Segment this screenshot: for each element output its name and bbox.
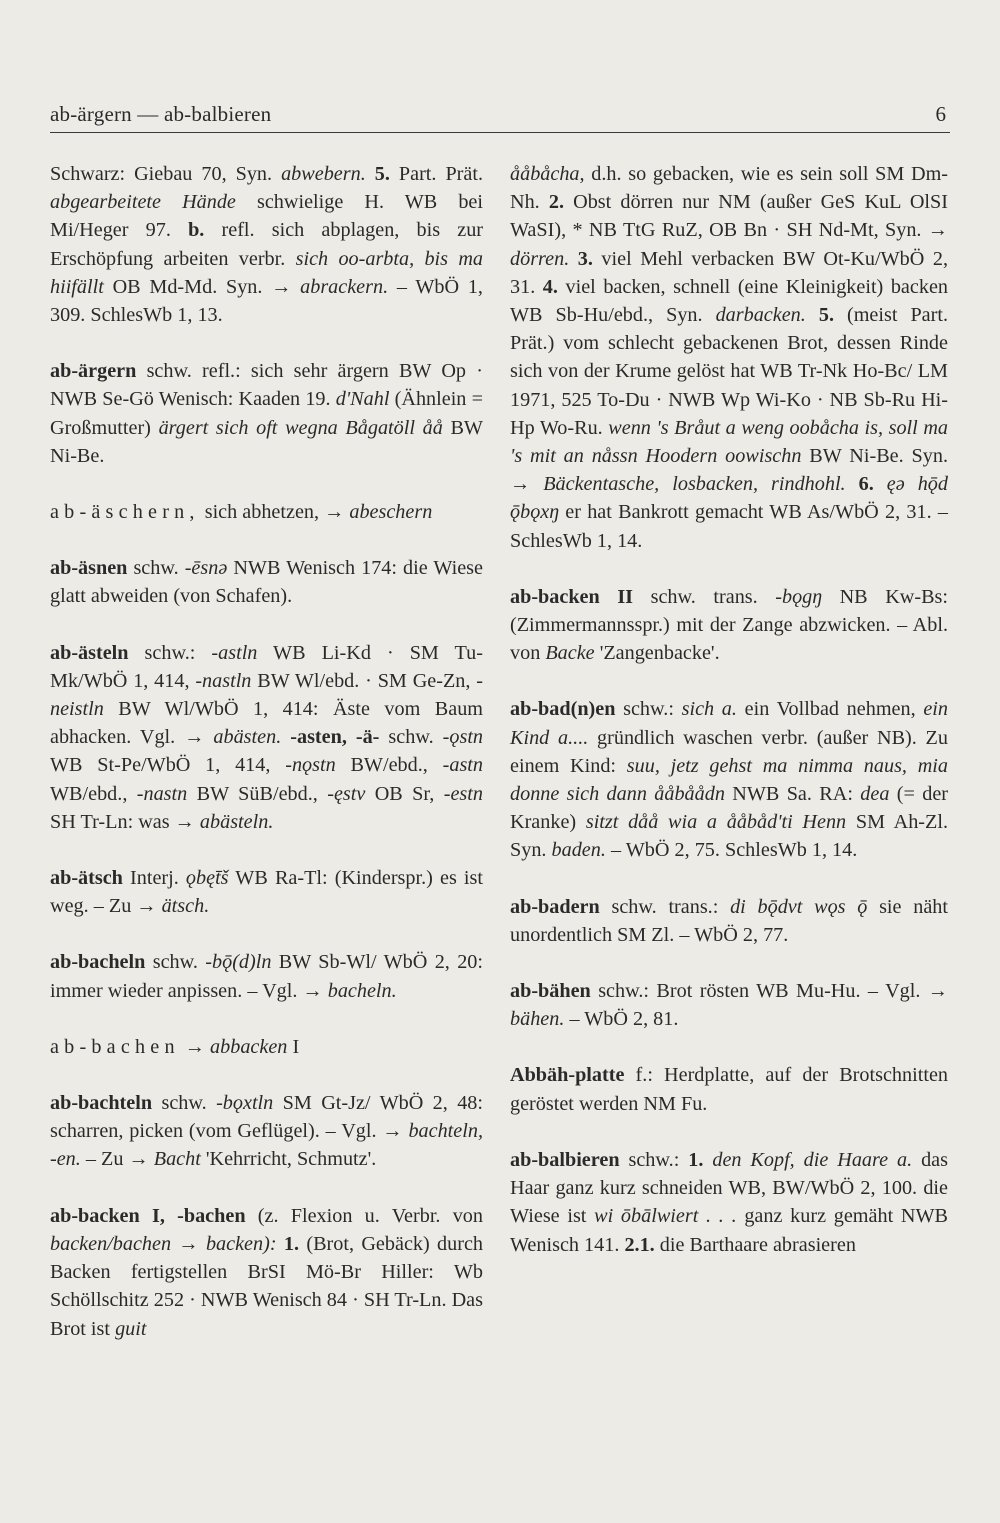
dictionary-entry-ab-aesteln [50, 639, 483, 836]
entry-text: ab-ärgern schw. refl.: sich sehr ärgern BW Op · NWB Se-Gö Wenisch: Kaaden 19. d'Nahl (Ähnlein = Großmutter) ärgert sich oft wegna Bågatöll åå BW Ni-Be. [50, 360, 483, 467]
dictionary-entry-ab-aeschern [50, 498, 483, 526]
entry-text: ååbåcha, d.h. so gebacken, wie es sein soll SM Dm-Nh. 2. Obst dörren nur NM (außer GeS KuL OlSI WaSI), * NB TtG RuZ, OB Bn · SH Nd-Mt, Syn. → dörren. 3. viel Mehl verbacken BW Ot-Ku/WbÖ 2, 31. 4. viel backen, schnell (eine Kleinigkeit) backen WB Sb-Hu/ebd., Syn. darbacken. 5. (meist Part. Prät.) vom schlecht gebackenen Brot, dessen Rinde sich von der Krume gelöst hat WB Tr-Nk Ho-Bc/ LM 1971, 525 To-Du · NWB Wp Wi-Ko · NB Sb-Ru Hi-Hp Wo-Ru. wenn 's Bråut a weng oobåcha is, soll ma 's mit an nåssn Hoodern oowischn BW Ni-Be. Syn. → Bäckentasche, losbacken, rindhohl. 6. ęə hǭd ǭbǫxŋ er hat Bankrott gemacht WB As/WbÖ 2, 31. – SchlesWb 1, 14. [510, 163, 949, 552]
entry-text: ab-bähen schw.: Brot rösten WB Mu-Hu. – Vgl. → bähen. – WbÖ 2, 81. [510, 980, 948, 1031]
entry-text: Schwarz: Giebau 70, Syn. abwebern. 5. Part. Prät. abgearbeitete Hände schwielige H. WB bei Mi/Heger 97. b. refl. sich abplagen, bis zur Erschöpfung arbeiten verbr. sich oo-arbta, bis ma hiifällt OB Md-Md. Syn. → abrackern. – WbÖ 1, 309. SchlesWb 1, 13. [50, 163, 484, 327]
entry-text: ab-bachteln schw. -bǫxtln SM Gt-Jz/ WbÖ 2, 48: scharren, picken (vom Geflügel). – Vgl. → bachteln, -en. – Zu → Bacht 'Kehrricht, Schmutz'. [50, 1092, 483, 1171]
entry-text: ab-ätsch Interj. ǫbęt̄š WB Ra-Tl: (Kinderspr.) es ist weg. – Zu → ätsch. [50, 867, 483, 918]
entry-text: ab-bad(n)en schw.: sich a. ein Vollbad nehmen, ein Kind a.... gründlich waschen verbr. (außer NB). Zu einem Kind: suu, jetz gehst ma nimma naus, mia donne sich dann ååbåådn NWB Sa. RA: dea (= der Kranke) sitzt dåå wia a ååbåd'ti Henn SM Ah-Zl. Syn. baden. – WbÖ 2, 75. SchlesWb 1, 14. [510, 698, 949, 862]
dictionary-entry-ab-bacheln [50, 948, 483, 1004]
dictionary-entry-ab-backen-1 [50, 1202, 483, 1343]
entry-text: ab-backen I, -bachen (z. Flexion u. Verbr. von backen/bachen → backen): 1. (Brot, Gebäck) durch Backen fertigstellen BrSI Mö-Br Hiller: Wb Schöllschitz 252 · NWB Wenisch 84 · SH Tr-Ln. Das Brot ist guit [50, 1204, 484, 1340]
dictionary-entry-abbaeh-platte [510, 1061, 948, 1117]
entry-text: ab-äschern, sich abhetzen, → abeschern [50, 501, 433, 524]
dictionary-entry-ab-bachteln [50, 1089, 483, 1174]
page-number: 6 [935, 102, 946, 126]
dictionary-entry-ab-aetsch [50, 864, 483, 920]
entry-text: ab-bachen → abbacken I [50, 1035, 300, 1058]
dictionary-entry-ab-aergern [50, 357, 483, 470]
running-header [50, 100, 950, 133]
dictionary-entry-ab-aesnen [50, 554, 483, 610]
header-title: ab-ärgern — ab-balbieren [50, 102, 272, 126]
entry-text: ab-bacheln schw. -bǭ(d)ln BW Sb-Wl/ WbÖ 2, 20: immer wieder anpissen. – Vgl. → bacheln. [50, 951, 483, 1002]
entry-text: ab-backen II schw. trans. -bǫgŋ NB Kw-Bs: (Zimmermannsspr.) mit der Zange abzwicken. – Abl. von Backe 'Zangenbacke'. [510, 585, 948, 665]
dictionary-entry-ab-balbieren [510, 1146, 948, 1259]
dictionary-entry-ab-badern [510, 893, 948, 949]
left-column [50, 160, 483, 1371]
right-column [510, 160, 948, 1287]
entry-text: ab-ästeln schw.: -astln WB Li-Kd · SM Tu-Mk/WbÖ 1, 414, -nastln BW Wl/ebd. · SM Ge-Zn, -neistln BW Wl/WbÖ 1, 414: Äste vom Baum abhacken. Vgl. → abästen. -asten, -ä- schw. -ǫstn WB St-Pe/WbÖ 1, 414, -nǫstn BW/ebd., -astn WB/ebd., -nastn BW SüB/ebd., -ęstv OB Sr, -estn SH Tr-Ln: was → abästeln. [50, 641, 484, 833]
dictionary-entry-ab-backen-2 [510, 583, 948, 668]
dictionary-entry-ab-baehen [510, 977, 948, 1033]
dictionary-entry-ab-bachen [50, 1033, 483, 1061]
dictionary-entry-cont [50, 160, 483, 329]
dictionary-entry-cont-r [510, 160, 948, 555]
entry-text: ab-badern schw. trans.: di bǭdvt wǫs ǭ sie näht unordentlich SM Zl. – WbÖ 2, 77. [510, 895, 948, 946]
entry-text: ab-balbieren schw.: 1. den Kopf, die Haare a. das Haar ganz kurz schneiden WB, BW/WbÖ 2, 100. die Wiese ist wi ōbālwiert . . . ganz kurz gemäht NWB Wenisch 141. 2.1. die Barthaare abrasieren [510, 1148, 948, 1256]
dictionary-entry-ab-baden [510, 695, 948, 864]
entry-text: ab-äsnen schw. -ēsnə NWB Wenisch 174: die Wiese glatt abweiden (von Schafen). [50, 557, 483, 608]
entry-text: Abbäh-platte f.: Herdplatte, auf der Brotschnitten geröstet werden NM Fu. [510, 1064, 948, 1115]
